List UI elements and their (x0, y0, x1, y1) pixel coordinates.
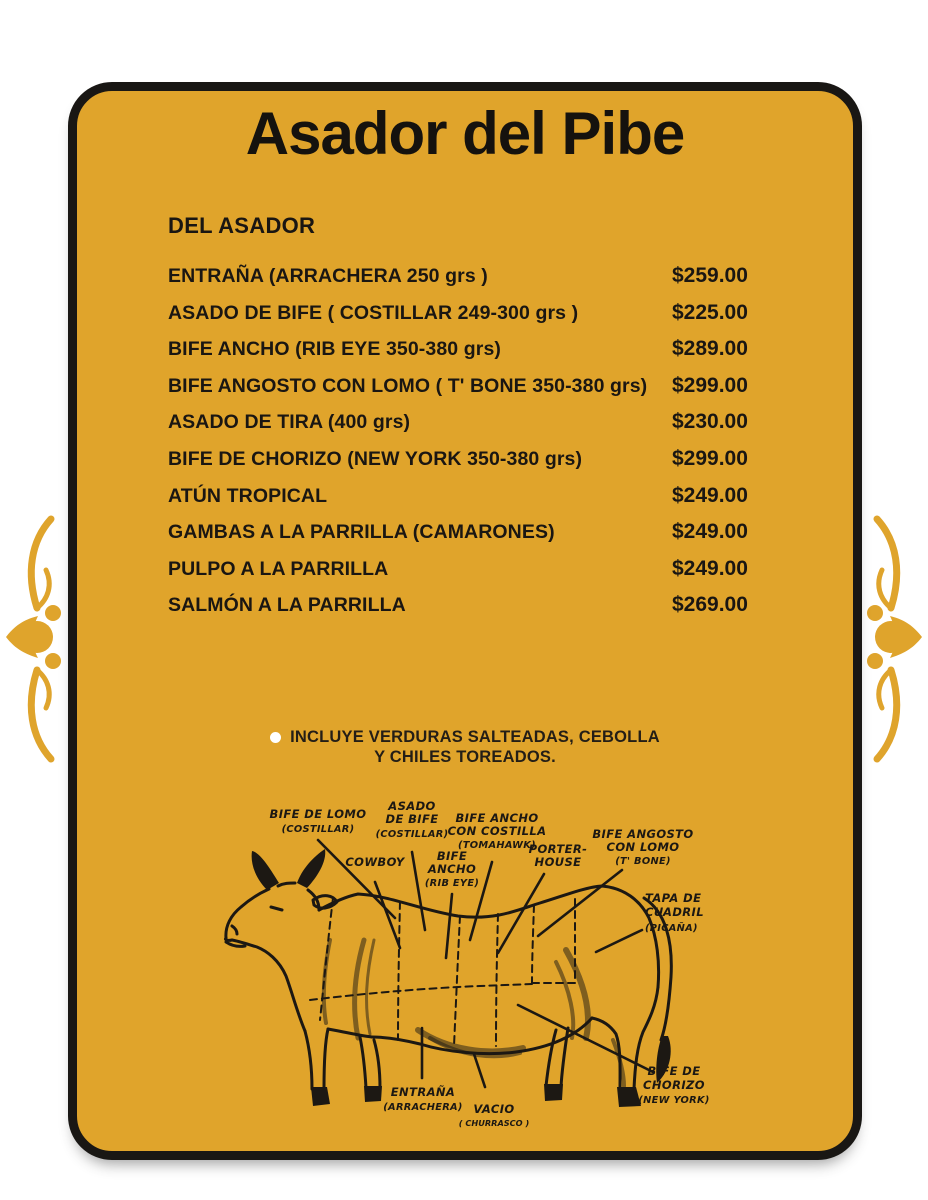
label-bife-ancho-costilla-sub: (TOMAHAWK) (458, 840, 536, 851)
beef-cuts-diagram (68, 790, 862, 1150)
label-asado-de-bife-sub: (COSTILLAR) (375, 829, 449, 840)
item-price: $259.00 (672, 264, 748, 287)
note-line-2: Y CHILES TOREADOS. (374, 748, 556, 766)
item-price: $249.00 (672, 483, 748, 507)
note-line-1: INCLUYE VERDURAS SALTEADAS, CEBOLLA (290, 728, 660, 746)
item-price: $249.00 (672, 556, 748, 580)
label-bife-ancho: ANCHO (427, 862, 477, 876)
label-bife-de-chorizo-sub: (NEW YORK) (638, 1095, 710, 1106)
included-sides-note (77, 727, 853, 767)
label-entrana: ENTRAÑA (390, 1085, 456, 1099)
menu-item-row (168, 478, 858, 515)
menu-list (168, 258, 858, 624)
label-tapa-de-cuadril: CUADRIL (645, 905, 704, 919)
label-bife-de-lomo: BIFE DE LOMO (269, 807, 367, 821)
diagram-labels (270, 799, 710, 1128)
menu-item-row (168, 258, 858, 295)
label-asado-de-bife: DE BIFE (385, 812, 439, 826)
item-price: $299.00 (672, 446, 748, 470)
item-name: BIFE ANGOSTO CON LOMO ( T' BONE 350-380 grs) (168, 374, 648, 397)
label-bife-ancho-sub: (RIB EYE) (424, 878, 480, 889)
item-name: PULPO A LA PARRILLA (168, 557, 389, 580)
item-price: $225.00 (672, 300, 748, 324)
label-asado-de-bife: ASADO (388, 799, 436, 813)
item-name: GAMBAS A LA PARRILLA (CAMARONES) (168, 521, 555, 544)
menu-item-row (168, 368, 858, 405)
item-name: ATÚN TROPICAL (168, 484, 328, 507)
label-porterhouse: PORTER- (528, 842, 588, 856)
section-heading: DEL ASADOR (168, 213, 316, 238)
label-bife-angosto: BIFE ANGOSTO (592, 827, 694, 841)
item-name: ENTRAÑA (ARRACHERA 250 grs ) (168, 265, 488, 287)
item-name: BIFE DE CHORIZO (NEW YORK 350-380 grs) (168, 447, 583, 470)
item-name: ASADO DE TIRA (400 grs) (168, 411, 411, 434)
restaurant-title: Asador del Pibe (245, 100, 685, 167)
label-vacio: VACIO (473, 1102, 515, 1116)
menu-item-row (168, 404, 858, 441)
menu-card (68, 82, 862, 1160)
right-flourish-ornament (859, 513, 925, 765)
menu-item-row (168, 514, 858, 551)
menu-item-row (168, 441, 858, 478)
item-price: $230.00 (672, 410, 748, 434)
menu-item-row (168, 587, 858, 624)
menu-item-row (168, 551, 858, 588)
label-tapa-de-cuadril-sub: (PICAÑA) (645, 923, 698, 934)
label-bife-ancho-costilla: CON COSTILLA (447, 824, 547, 838)
label-bife-ancho: BIFE (436, 849, 468, 863)
label-bife-de-chorizo: CHORIZO (643, 1078, 705, 1092)
label-bife-angosto-sub: (T' BONE) (615, 856, 671, 867)
menu-item-row (168, 331, 858, 368)
menu-item-row (168, 295, 858, 332)
label-bife-ancho-costilla: BIFE ANCHO (455, 811, 539, 825)
label-entrana-sub: (ARRACHERA) (383, 1102, 463, 1113)
item-name: BIFE ANCHO (RIB EYE 350-380 grs) (168, 338, 501, 361)
label-vacio-sub: ( CHURRASCO ) (458, 1118, 530, 1128)
cut-lines (310, 898, 575, 1046)
label-bife-de-lomo-sub: (COSTILLAR) (281, 824, 355, 835)
label-porterhouse: HOUSE (534, 855, 582, 869)
item-name: SALMÓN A LA PARRILLA (168, 594, 406, 617)
item-name: ASADO DE BIFE ( COSTILLAR 249-300 grs ) (168, 301, 579, 324)
left-flourish-ornament (3, 513, 69, 765)
label-bife-angosto: CON LOMO (606, 840, 680, 854)
item-price: $299.00 (672, 373, 748, 397)
item-price: $289.00 (672, 337, 748, 361)
label-tapa-de-cuadril: TAPA DE (645, 891, 702, 905)
bullet-dot-icon (270, 732, 281, 743)
label-bife-de-chorizo: BIFE DE (647, 1064, 701, 1078)
item-price: $269.00 (672, 593, 748, 617)
item-price: $249.00 (672, 520, 748, 544)
label-cowboy: COWBOY (345, 855, 405, 869)
